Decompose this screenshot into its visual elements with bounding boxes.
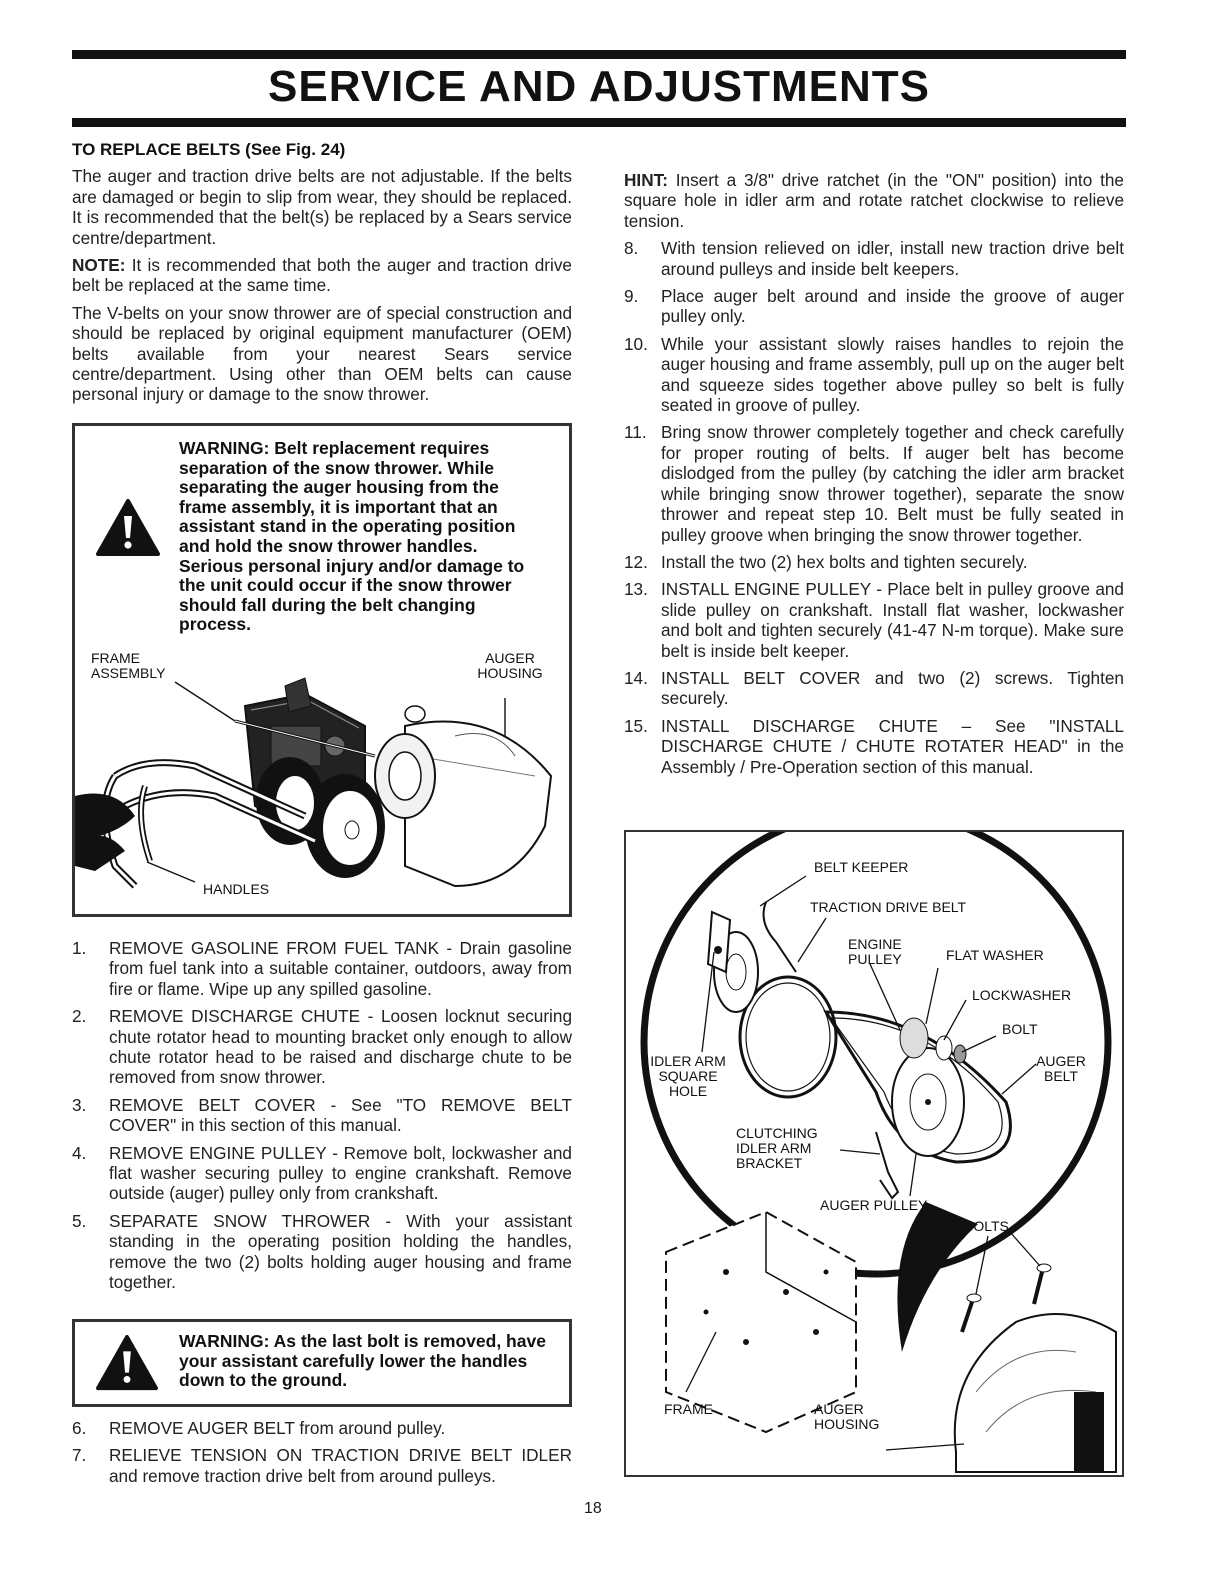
list-item: 2. REMOVE DISCHARGE CHUTE - Loosen locknut securing chute rotator head to mounting bracket only enough to allow chute rotator head to be raised and discharge chute to be removed from snow thrower. bbox=[72, 1006, 572, 1088]
list-item: 11. Bring snow thrower completely together and check carefully for proper routing of belts. If auger belt has become dislodged from the pulley (by catching the idler arm bracket while bringing snow thrower together), separate the snow thrower and repeat step 10. Belt must be fully seated in pulley groove when bringing the snow thrower together. bbox=[624, 422, 1124, 545]
label-lockwasher: LOCKWASHER bbox=[972, 987, 1072, 1003]
list-item: 6. REMOVE AUGER BELT from around pulley. bbox=[72, 1418, 446, 1438]
hint-text: Insert a 3/8" drive ratchet (in the "ON" position) into the square hole in idler arm and rotate ratchet clockwise to relieve tension. bbox=[624, 170, 1124, 231]
left-column-intro bbox=[72, 140, 572, 412]
label-auger-belt: AUGER BELT bbox=[1036, 1053, 1086, 1084]
label-frame-assembly: FRAME ASSEMBLY bbox=[91, 650, 166, 681]
list-item: 8. With tension relieved on idler, install new traction drive belt around pulleys and inside belt keepers. bbox=[624, 238, 1124, 279]
page-title: SERVICE AND ADJUSTMENTS bbox=[268, 62, 930, 111]
figure-24-belt-diagram bbox=[624, 830, 1124, 1477]
page-number: 18 bbox=[584, 1500, 602, 1517]
steps-list-c bbox=[624, 238, 1124, 777]
snow-thrower-separation-illustration bbox=[75, 666, 569, 916]
list-item: 4. REMOVE ENGINE PULLEY - Remove bolt, lockwasher and flat washer securing pulley to engine crankshaft. Remove outside (auger) pulley only from crankshaft. bbox=[72, 1142, 572, 1204]
list-item: 12. Install the two (2) hex bolts and tighten securely. bbox=[624, 551, 1028, 572]
hint-paragraph bbox=[624, 170, 1124, 231]
section-heading: TO REPLACE BELTS (See Fig. 24) bbox=[72, 140, 346, 159]
header-rule-top bbox=[72, 50, 1126, 59]
label-bolts: BOLTS bbox=[964, 1218, 1009, 1234]
list-item: 3. REMOVE BELT COVER - See "TO REMOVE BELT COVER" in this section of this manual. bbox=[72, 1094, 572, 1136]
left-steps-6-7 bbox=[72, 1418, 572, 1493]
label-traction-drive-belt: TRACTION DRIVE BELT bbox=[810, 899, 967, 915]
list-item: 15. INSTALL DISCHARGE CHUTE – See "INSTALL DISCHARGE CHUTE / CHUTE ROTATER HEAD" in the Assembly / Pre-Operation section of this manual. bbox=[624, 715, 1124, 777]
label-auger-housing: AUGER HOUSING bbox=[814, 1401, 880, 1432]
belt-routing-illustration bbox=[626, 832, 1122, 1475]
label-auger-pulley: AUGER PULLEY bbox=[820, 1197, 928, 1213]
label-flat-washer: FLAT WASHER bbox=[946, 947, 1044, 963]
label-belt-keeper: BELT KEEPER bbox=[814, 859, 909, 875]
warning-text-last-bolt: WARNING: As the last bolt is removed, have your assistant carefully lower the handles down to the ground. bbox=[179, 1331, 546, 1391]
steps-list-a bbox=[72, 938, 572, 1293]
list-item: 5. SEPARATE SNOW THROWER - With your assistant standing in the operating position holding the handles, remove the two (2) bolts holding auger housing and frame together. bbox=[72, 1210, 572, 1293]
list-item: 9. Place auger belt around and inside the groove of auger pulley only. bbox=[624, 286, 1124, 327]
list-item: 7. RELIEVE TENSION ON TRACTION DRIVE BELT IDLER and remove traction drive belt from around pulleys. bbox=[72, 1445, 572, 1486]
label-frame: FRAME bbox=[664, 1401, 713, 1417]
list-item: 13. INSTALL ENGINE PULLEY - Place belt in pulley groove and slide pulley on crankshaft. Install flat washer, lockwasher and bolt and tighten securely (41-47 N-m torque). Make sure belt is inside belt keeper. bbox=[624, 579, 1124, 661]
label-clutching-idler-arm-bracket: CLUTCHING IDLER ARM BRACKET bbox=[736, 1125, 818, 1171]
label-idler-arm-square-hole: IDLER ARM SQUARE HOLE bbox=[650, 1053, 726, 1099]
list-item: 14. INSTALL BELT COVER and two (2) screws. Tighten securely. bbox=[624, 667, 1124, 709]
label-engine-pulley: ENGINE PULLEY bbox=[848, 936, 902, 967]
warning-box-belt-replacement bbox=[72, 423, 572, 917]
warning-box-last-bolt bbox=[72, 1319, 572, 1407]
note-label: NOTE: bbox=[72, 255, 126, 276]
left-steps-1-5 bbox=[72, 938, 572, 1300]
list-item: 10. While your assistant slowly raises handles to rejoin the auger housing and frame assembly, pull up on the auger belt and squeeze sides together above pulley so belt is fully seated in groove of pulley. bbox=[624, 333, 1124, 416]
warning-text-belt-replacement: WARNING: Belt replacement requires separation of the snow thrower. While separating the auger housing from the frame assembly, it is important that an assistant stand in the operating position and hold the snow thrower handles. Serious personal injury and/or damage to the unit could occur if the snow thrower should fall during the belt changing process. bbox=[179, 438, 525, 635]
steps-list-b bbox=[72, 1418, 572, 1486]
warning-triangle-icon bbox=[95, 498, 161, 558]
label-bolt: BOLT bbox=[1002, 1021, 1038, 1037]
warning-triangle-icon bbox=[95, 1334, 159, 1392]
right-column-text bbox=[624, 170, 1124, 784]
label-handles: HANDLES bbox=[203, 881, 270, 897]
vbelts-paragraph: The V-belts on your snow thrower are of special construction and should be replaced by original equipment manufacturer (OEM) belts available from your nearest Sears service centre/department. Using other than OEM belts can cause personal injury or damage to the snow thrower. bbox=[72, 302, 572, 405]
label-auger-housing: AUGER HOUSING bbox=[477, 650, 543, 681]
list-item: 1. REMOVE GASOLINE FROM FUEL TANK - Drain gasoline from fuel tank into a suitable container, outdoors, away from fire or flame. Wipe up any spilled gasoline. bbox=[72, 938, 572, 999]
intro-paragraph: The auger and traction drive belts are not adjustable. If the belts are damaged or begin to slip from wear, they should be replaced. It is recommended that the belt(s) be replaced by a Sears service centre/department. bbox=[72, 166, 572, 248]
hint-label: HINT: bbox=[624, 170, 668, 190]
note-paragraph bbox=[72, 255, 572, 296]
header-rule-bottom bbox=[72, 118, 1126, 127]
note-text: It is recommended that both the auger and traction drive belt be replaced at the same time. bbox=[72, 255, 572, 296]
